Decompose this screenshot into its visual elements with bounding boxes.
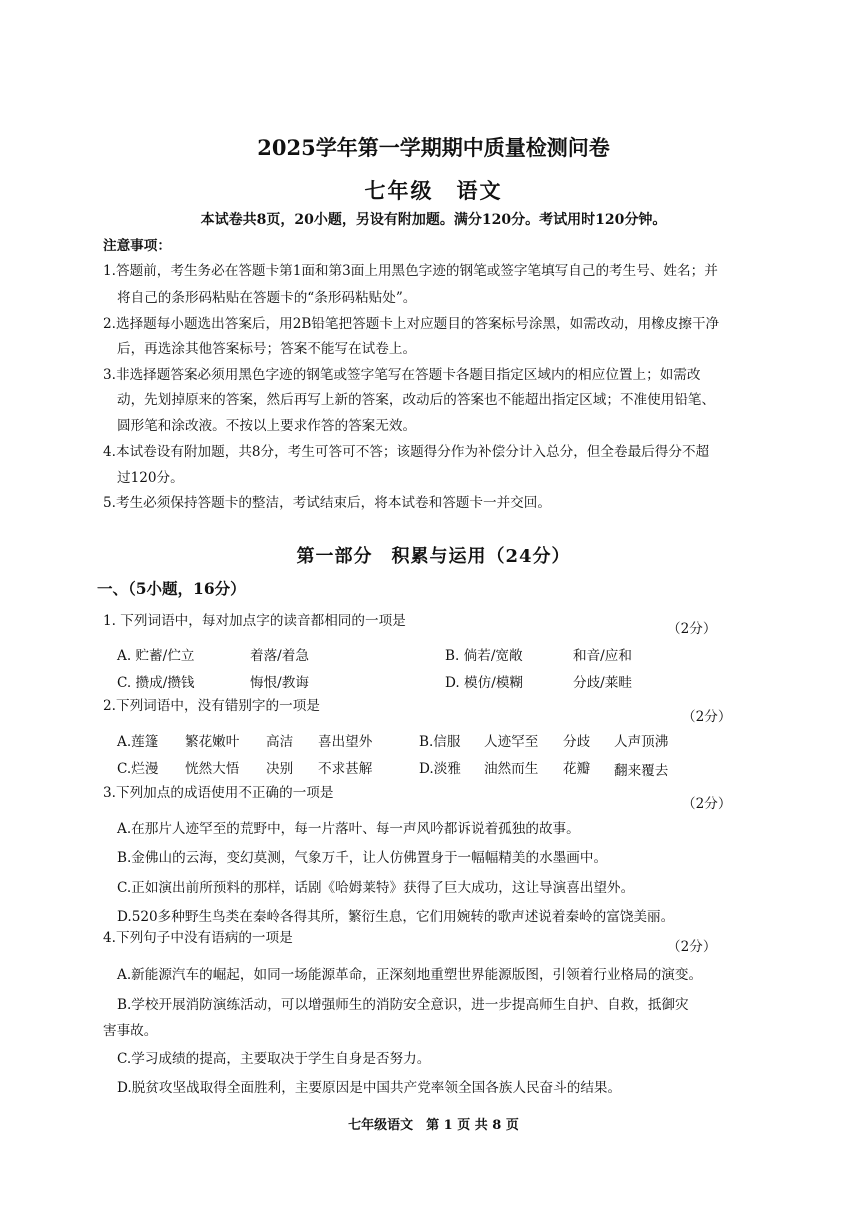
exam-title: 2025学年第一学期期中质量检测问卷 [257,135,610,160]
question-4-score: （2分） [667,939,717,955]
note-line: 3.非选择题答案必须用黑色字迹的钢笔或签字笔写在答题卡各题目指定区域内的相应位置上；如需改 [103,367,701,383]
exam-subtitle: 七年级 语文 [364,178,503,203]
option-2a-word: 高洁 [266,734,294,750]
note-line: 将自己的条形码粘贴在答题卡的“条形码粘贴处”。 [117,290,417,306]
note-line: 动，先划掉原来的答案，然后再写上新的答案，改动后的答案也不能超出指定区域；不准使用铅笔、 [117,392,716,408]
option-2b-word: B.信服 [419,734,461,750]
option-2c-word: 恍然大悟 [185,761,240,777]
question-2-stem: 2.下列词语中，没有错别字的一项是 [103,698,320,714]
option-1d-pair: 分歧/莱畦 [573,675,632,691]
option-3b: B.金佛山的云海，变幻莫测，气象万千，让人仿佛置身于一幅幅精美的水墨画中。 [117,850,608,866]
option-1a: A. 贮蓄/伫立 [117,648,195,664]
option-4b-cont: 害事故。 [103,1023,158,1039]
note-line: 后，再选涂其他答案标号；答案不能写在试卷上。 [117,341,417,357]
note-line: 2.选择题每小题选出答案后，用2B铅笔把答题卡上对应题目的答案标号涂黑，如需改动，用橡皮擦干净 [103,316,720,332]
option-2d-word: 花瓣 [563,761,591,777]
option-3c: C.正如演出前所预料的那样，话剧《哈姆莱特》获得了巨大成功，这让导演喜出望外。 [117,880,635,896]
option-2d-word: 油然而生 [484,761,539,777]
question-3-score: （2分） [682,796,732,812]
notes-heading: 注意事项： [103,238,171,254]
exam-intro: 本试卷共8页，20小题，另设有附加题。满分120分。考试用时120分钟。 [200,212,667,228]
option-3d: D.520多种野生鸟类在秦岭各得其所，繁衍生息，它们用婉转的歌声述说着秦岭的富饶美丽。 [117,909,675,925]
option-2c-word: 决别 [266,761,294,777]
note-line: 4.本试卷设有附加题，共8分，考生可答可不答；该题得分作为补偿分计入总分，但全卷最后得分不超 [103,444,710,460]
question-2-score: （2分） [682,709,732,725]
option-1b: B. 倘若/宽敞 [445,648,523,664]
option-2c-word: 不求甚解 [318,761,373,777]
question-4-stem: 4.下列句子中没有语病的一项是 [103,930,293,946]
option-2b-word: 人迹罕至 [484,734,539,750]
question-3-stem: 3.下列加点的成语使用不正确的一项是 [103,785,334,801]
option-2b-word: 人声顶沸 [614,734,669,750]
question-1-score: （2分） [667,621,717,637]
option-1d: D. 模仿/模糊 [445,675,524,691]
note-line: 圆形笔和涂改液。不按以上要求作答的答案无效。 [117,418,417,434]
option-4b: B.学校开展消防演练活动，可以增强师生的消防安全意识，进一步提高师生自护、自救，抵御灾 [117,997,689,1013]
option-4d: D.脱贫攻坚战取得全面胜利，主要原因是中国共产党率领全国各族人民奋斗的结果。 [117,1080,622,1096]
option-4c: C.学习成绩的提高，主要取决于学生自身是否努力。 [117,1051,431,1067]
note-line: 过120分。 [117,470,184,486]
section-heading: 一、（5小题，16分） [97,579,246,598]
note-line: 1.答题前，考生务必在答题卡第1面和第3面上用黑色字迹的钢笔或签字笔填写自己的考生号、姓名；并 [103,263,718,279]
option-3a: A.在那片人迹罕至的荒野中，每一片落叶、每一声风吟都诉说着孤独的故事。 [117,821,580,837]
question-1-stem: 1. 下列词语中，每对加点字的读音都相同的一项是 [103,613,406,629]
option-4a: A.新能源汽车的崛起，如同一场能源革命，正深刻地重塑世界能源版图，引领着行业格局的演变。 [117,967,703,983]
option-2a-word: 喜出望外 [318,734,373,750]
option-1c-pair: 悔恨/教诲 [250,675,309,691]
option-1c: C. 攒成/攒钱 [117,675,195,691]
option-2d-word: D.淡雅 [419,761,461,777]
option-2a-word: A.莲篷 [117,734,159,750]
option-1a-pair: 着落/着急 [250,648,309,664]
part-title: 第一部分 积累与运用（24分） [296,546,571,567]
option-2b-word: 分歧 [563,734,591,750]
page-footer: 七年级语文 第 1 页 共 8 页 [348,1118,519,1133]
note-line: 5.考生必须保持答题卡的整洁，考试结束后，将本试卷和答题卡一并交回。 [103,495,551,511]
option-1b-pair: 和音/应和 [573,648,632,664]
option-2a-word: 繁花嫩叶 [185,734,240,750]
option-2c-word: C.烂漫 [117,761,159,777]
option-2d-word: 翻来覆去 [614,763,669,779]
